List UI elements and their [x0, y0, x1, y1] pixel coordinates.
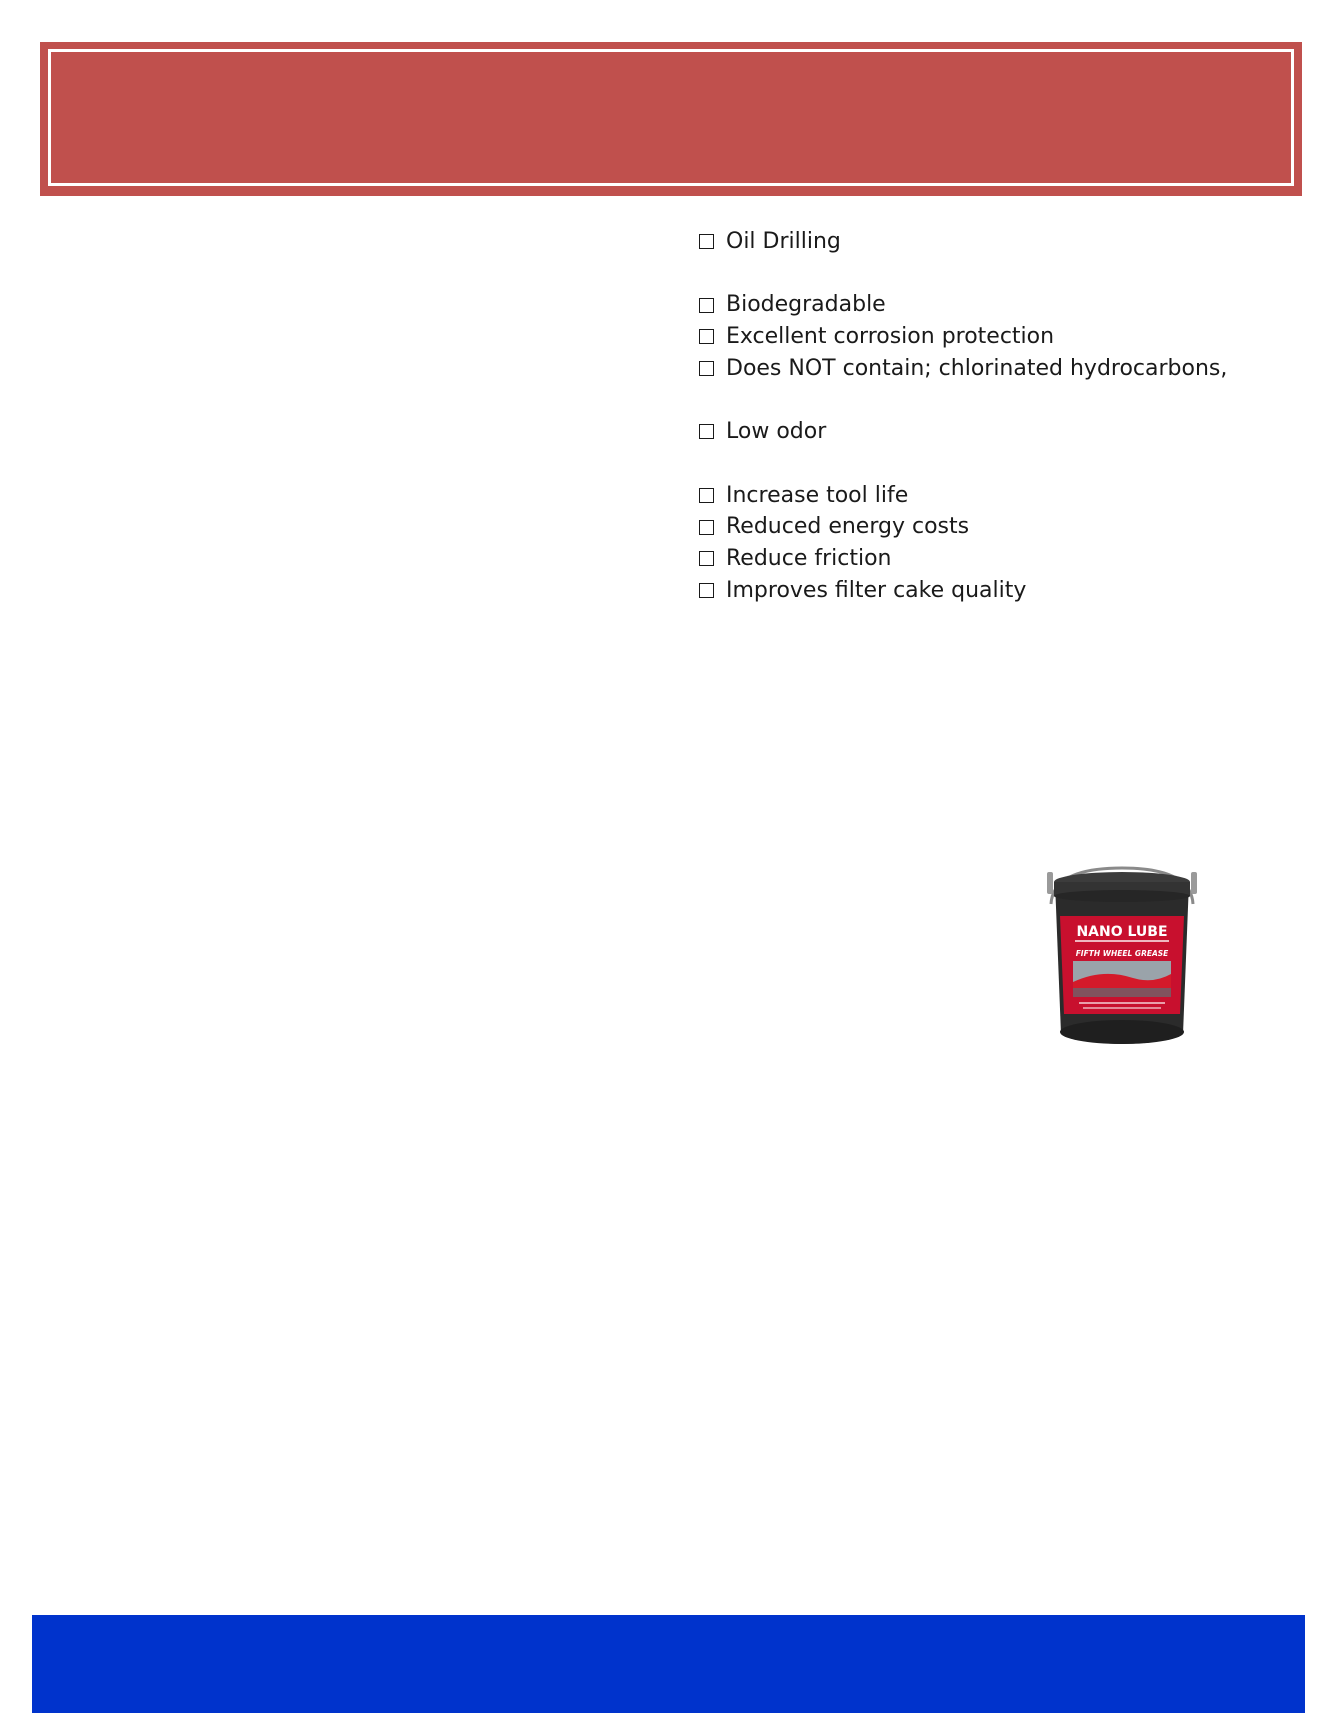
- checkbox-icon: [699, 520, 714, 535]
- feature-spacer: [697, 384, 1297, 416]
- feature-item: [697, 416, 1297, 448]
- feature-item: [697, 575, 1297, 607]
- feature-item: [697, 511, 1297, 543]
- checkbox-icon: [699, 424, 714, 439]
- checkbox-icon: [699, 234, 714, 249]
- feature-label: Reduced energy costs: [726, 514, 970, 540]
- feature-label: Does NOT contain; chlorinated hydrocarbons,: [726, 355, 1228, 381]
- feature-label: Reduce friction: [726, 545, 892, 571]
- feature-label: Excellent corrosion protection: [726, 324, 1055, 350]
- feature-label: Improves filter cake quality: [726, 577, 1027, 603]
- feature-spacer: [697, 258, 1297, 290]
- checkbox-icon: [699, 361, 714, 376]
- checkbox-icon: [699, 583, 714, 598]
- header-banner: [40, 42, 1302, 196]
- grease-bucket-icon: [1043, 864, 1201, 1050]
- feature-spacer: [697, 448, 1297, 480]
- feature-item: [697, 353, 1297, 385]
- checkbox-icon: [699, 488, 714, 503]
- checkbox-icon: [699, 298, 714, 313]
- feature-item: [697, 321, 1297, 353]
- checkbox-icon: [699, 329, 714, 344]
- feature-item: [697, 480, 1297, 512]
- feature-list: [697, 226, 1297, 606]
- product-brand: NANO LUBE: [1076, 924, 1168, 940]
- header-banner-frame: [48, 49, 1294, 186]
- product-name: FIFTH WHEEL GREASE: [1075, 949, 1169, 958]
- feature-item: [697, 289, 1297, 321]
- feature-item: [697, 226, 1297, 258]
- feature-label: Biodegradable: [726, 292, 886, 318]
- feature-label: Increase tool life: [726, 482, 909, 508]
- checkbox-icon: [699, 551, 714, 566]
- footer-bar: [32, 1615, 1305, 1713]
- feature-label: Low odor: [726, 419, 827, 445]
- feature-item: [697, 543, 1297, 575]
- feature-label: Oil Drilling: [726, 229, 841, 254]
